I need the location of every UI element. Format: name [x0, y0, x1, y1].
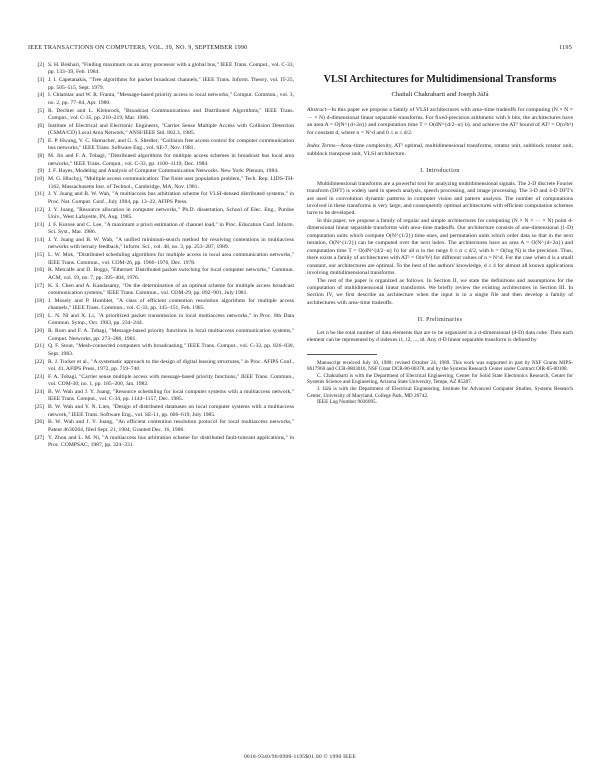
section-heading: I. Introduction	[420, 168, 460, 175]
reference-entry	[28, 298, 294, 313]
article-authors: Chaitali Chakrabarti and Joseph JáJá	[391, 91, 489, 98]
reference-text: J. F. Kurose and C. Lee, "A maximum a priori estimation of channel load," in Proc. Education Conf. Inform. Sci. Syst., Mar. 1986.	[48, 221, 294, 236]
reference-number: [24]	[34, 389, 44, 396]
reference-entry	[28, 328, 294, 343]
reference-text: J. Mosely and P. Humblet, "A class of efficient contention resolution algorithms for multiple access channels," IEEE Trans. Commun., vol. C-33, pp. 145–151, Feb. 1985.	[48, 297, 294, 312]
reference-text: B. W. Wah and Y. N. Lien, "Design of distributed databases on local computer systems with a multiaccess network," IEEE Trans. Software Eng., vol. SE-11, pp. 606–619, July 1985.	[48, 404, 294, 418]
reference-text: R. Rom and F. A. Tobagi, "Message-based priority functions in local multiaccess communication systems," Comput. Networks, pp. 273–286, 1981.	[48, 328, 294, 342]
reference-entry	[28, 153, 294, 168]
reference-number: [3]	[37, 77, 44, 84]
body-paragraph: Multidimensional transforms are a powerful tool for analyzing multidimensional signals. The 2-D discrete Fourier transform (DFT) is widely used in speech analysis, speech processing, and image processing. The 3-D and 4-D DFT's are used in convolution dynamic patterns in computer vision and pattern analysis. The number of computations involved in these transforms is very large, and consequently optimal architectures with efficient computation schemes have to be developed.	[307, 180, 573, 217]
reference-text: J. Y. Juang, "Resource allocation in computer networks," Ph.D. dissertation, School of Elec. Eng., Purdue Univ., West Lafayette, IN, Aug. 1985.	[48, 206, 294, 221]
section-heading: II. Preliminaries	[417, 317, 463, 324]
reference-entry	[28, 404, 294, 419]
reference-entry	[28, 435, 294, 450]
reference-entry	[28, 191, 294, 206]
reference-text: I. Chlamtac and W. R. Franta, "Message-based priority access to local networks," Comput. Commun., vol. 3, no. 2, pp. 77–84, Apr. 1980.	[48, 92, 294, 106]
reference-number: [16]	[34, 267, 44, 274]
reference-text: F. A. Tobagi, "Carrier sense multiple access with message-based priority functions," IEEE Trans. Commun., vol. COM-30, no. 1, pp. 185–200, Jan. 1982.	[48, 373, 294, 388]
abstract-label: Abstract—	[307, 107, 332, 114]
reference-entry	[28, 267, 294, 282]
copyright-footer: 0018-9340/90/0900-1195$01.00 © 1990 IEEE	[243, 754, 357, 760]
body-paragraph: Let n be the total number of data elements that are to be organized in a d-dimensional (d-D) data cube. Then each element can be represented by d indexes i1, i2, ..., id. Any d-D linear separable transform is defined by	[307, 329, 573, 344]
reference-text: L. N. Ni and X. Li, "A prioritized packet transmission in local multiaccess networks," in Proc. 8th Data Commun. Symp., Oct. 1983, pp. 234–244.	[48, 313, 294, 327]
references-column	[28, 62, 294, 450]
reference-entry	[28, 168, 294, 175]
page-number: 1195	[559, 44, 572, 51]
reference-text: J. Y. Juang and B. W. Wah, "A unified minimum-search method for resolving contentions in multiaccess networks with ternary feedback," Inform. Sci., vol. 48, no. 3, pp. 253–287, 1989.	[48, 236, 294, 251]
reference-number: [10]	[34, 176, 44, 183]
reference-number: [9]	[37, 168, 44, 175]
footnotes	[307, 360, 573, 406]
reference-entry	[28, 138, 294, 153]
reference-text: J. I. Capetanakis, "Tree algorithms for packet broadcast channels," IEEE Trans. Inform. Theory, vol. IT-25, pp. 505–515, Sept. 1979.	[48, 77, 294, 91]
reference-number: [6]	[37, 122, 44, 129]
reference-number: [25]	[34, 404, 44, 411]
footnote: Manuscript received July 10, 1988; revised October 24, 1989. This work was supported in part by NSF Grants MIPS-8617960 and CCR-8803016, NSF Grant DCR-86-00378, and by the Systems Research Center under Contract OIR-85-00108.	[307, 359, 573, 373]
reference-number: [14]	[34, 236, 44, 243]
footnote: C. Chakrabarti is with the Department of Electrical Engineering, Center for Solid State Electronics Research, Center for Systems Science and Engineering, Arizona State University, Tempe, AZ 85287.	[307, 372, 573, 386]
reference-text: L. W. Mok, "Distributed scheduling algorithms for multiple access in local area communication networks," IEEE Trans. Commun., vol. COM-26, pp. 1966–1976, Dec. 1978.	[48, 252, 294, 266]
reference-text: J. F. Hayes, Modeling and Analysis of Computer Communication Networks. New York: Plenum, 1984.	[48, 168, 279, 175]
reference-entry	[28, 92, 294, 107]
reference-number: [8]	[37, 153, 44, 160]
reference-text: B. W. Wah and J. Y. Juang, "An efficient contention resolution protocol for local multiaccess networks," Patent 4630264, filed Sept. 21, 1984, Granted Dec. 16, 1986.	[48, 419, 294, 433]
footnote: IEEE Log Number 9036095.	[317, 399, 377, 406]
reference-number: [20]	[34, 328, 44, 335]
reference-number: [15]	[34, 252, 44, 259]
reference-entry	[28, 108, 294, 123]
reference-entry	[28, 62, 294, 77]
reference-number: [22]	[34, 358, 44, 365]
reference-entry	[28, 343, 294, 358]
reference-entry	[28, 313, 294, 328]
reference-entry	[28, 419, 294, 434]
reference-entry	[28, 359, 294, 374]
footnote-rule	[307, 354, 377, 355]
reference-number: [11]	[34, 191, 44, 198]
index-terms-label: Index Terms—	[307, 143, 341, 150]
reference-text: Institute of Electrical and Electronic Engineers, "Carrier Sense Multiple Access with Collision Detection (CSMA/CD) Local Area Network," ANSI/IEEE Std. 802.3, 1985.	[48, 122, 294, 137]
reference-entry	[28, 77, 294, 92]
reference-number: [21]	[34, 343, 44, 350]
reference-text: B. W. Wah and J. Y. Juang, "Resource scheduling for local computer systems with a multiaccess network," IEEE Trans. Comput., vol. C-34, pp. 1144–1157, Dec. 1985.	[48, 389, 294, 403]
reference-text: J. Y. Juang and B. W. Wah, "A multiaccess bus arbitration scheme for VLSI-densed distributed systems," in Proc. Nat. Comput. Conf., July 1984, pp. 13–22, AFIPS Press.	[48, 191, 294, 205]
article-sections	[307, 168, 573, 345]
reference-text: R. Dechter and L. Kleinrock, "Broadcast Communications and Distributed Algorithms," IEEE Trans. Comput., vol. C-35, pp. 210–219, Mar. 1986.	[48, 107, 294, 122]
journal-citation: IEEE TRANSACTIONS ON COMPUTERS, VOL. 39, NO. 9, SEPTEMBER 1990	[28, 44, 248, 51]
article-column	[307, 62, 573, 406]
reference-number: [5]	[37, 107, 44, 114]
reference-number: [13]	[34, 221, 44, 228]
footnote: J. JáJá is with the Department of Electrical Engineering, Institute for Advanced Computer Studies, Systems Research Center, University of Maryland, College Park, MD 20742.	[307, 386, 573, 399]
reference-text: K. S. Chen and A. Kandasamy, "On the determination of an optimal scheme for multiple access broadcast communication systems," IEEE Trans. Commun., vol. COM-29, pp. 892–901, July 1981.	[48, 282, 294, 297]
reference-text: E. P. Hwang, V. C. Hamacher, and G. S. Shedler, "Collision free access control for computer communication bus networks," IEEE Trans. Software Eng., vol. SE-7, Nov. 1981.	[48, 138, 294, 152]
reference-number: [26]	[34, 419, 44, 426]
reference-number: [18]	[34, 297, 44, 304]
reference-entry	[28, 283, 294, 298]
index-terms-text: Area–time complexity, AT² optimal, multidimensional transforms, rotator unit, subblock rotator unit, subblock transpose unit, VLSI architecture.	[307, 143, 574, 157]
reference-text: R. Metcalfe and D. Boggs, "Ethernet: Distributed packet switching for local computer networks," Commun. ACM, vol. 19, no. 7, pp. 395–404, 1976.	[48, 267, 294, 281]
abstract	[307, 107, 573, 137]
reference-entry	[28, 252, 294, 267]
reference-entry	[28, 207, 294, 222]
reference-text: Y. Zhou and L. M. Ni, "A multiaccess bus arbitration scheme for distributed fault-tolerant applications," in Proc. COMPSAC, 1987, pp. 324–331.	[48, 434, 294, 449]
reference-text: R. J. Tucker et al., "A systematic approach to the design of digital bussing structures," in Proc. AFIPS Conf., vol. 41, AFIPS Press, 1972, pp. 719–740.	[48, 358, 294, 373]
reference-entry	[28, 176, 294, 191]
reference-entry	[28, 123, 294, 138]
reference-entry	[28, 237, 294, 252]
index-terms	[307, 143, 573, 158]
running-header	[28, 44, 572, 54]
reference-number: [2]	[37, 62, 44, 68]
reference-entry	[28, 222, 294, 237]
reference-number: [17]	[34, 282, 44, 289]
reference-text: M. Jin and F. A. Tobagi, "Distributed algorithms for multiple access schemes in broadcast bus local area networks," IEEE Trans. Comput., vol. C-33, pp. 1100–1119, Dec. 1984.	[48, 153, 294, 167]
reference-number: [4]	[37, 92, 44, 99]
article-title: VLSI Architectures for Multidimensional Transforms	[323, 74, 557, 85]
reference-text: S. H. Bokhari, "Finding maximum on an array processor with a global bus," IEEE Trans. Comput., vol. C-33, pp. 133–39, Feb. 1984.	[48, 62, 294, 76]
body-paragraph: In this paper, we propose a family of regular and simple architectures for computing (N × N × ··· × N) point d-dimensional linear separable transforms with area–time tradeoffs. Our architecture consists of one-dimensional (1-D) computation units which compute O(N^{1/2}) time ones, and permutation units which order data so that in the next iteration, O(N^{1/2}) can be computed over the next index. The architectures have an area A = O(N^{d+2α}) and computation time T = O(dN^{d/2−α} b) for all α in the range 0 ≤ α ≤ d/2, with b = O(log N) is the precision. Thus, there exists a family of architectures with AT² = O(n²b²) for different values of n = N^d. For the case when d is a small constant, our architectures are optimal. To the best of the authors' knowledge, d ≤ 4 for almost all known applications involving multidimensional transforms.	[307, 217, 573, 277]
reference-text: Q. F. Stout, "Mesh-connected computers with broadcasting," IEEE Trans. Comput., vol. C-32, pp. 826–830, Sept. 1983.	[48, 343, 294, 357]
body-paragraph: The rest of the paper is organized as follows. In Section II, we state the definitions and assumptions for the computation of multidimensional linear transforms. We briefly review the existing architectures in Section III. In Section IV, we first describe an architecture when the input is in a single file and then develop a family of architectures with area–time tradeoffs.	[307, 277, 573, 306]
reference-number: [12]	[34, 206, 44, 213]
reference-text: M. G. Hluchyj, "Multiple access communication: The finite user population problem," Tech. Rep. LIDS-TH-1162, Massachusetts Inst. of Technol., Cambridge, MA, Nov. 1981.	[48, 176, 294, 190]
reference-entry	[28, 389, 294, 404]
reference-number: [19]	[34, 313, 44, 319]
reference-number: [7]	[37, 138, 44, 145]
reference-entry	[28, 374, 294, 389]
abstract-text: In this paper we propose a family of VLSI architectures with area–time tradeoffs for computing (N × N × ··· × N) d-dimensional linear separable transforms. For fixed-precision arithmetic with b bits, the architectures have an area A = O(N^{d+2α}) and computation time T = O(dN^{d/2−α} b), and achieve the AT² bound of AT² = O(n²b²) for constant d, where n = N^d and 0 ≤ α ≤ d/2.	[307, 107, 573, 136]
reference-number: [23]	[34, 373, 44, 380]
reference-number: [27]	[34, 434, 44, 441]
